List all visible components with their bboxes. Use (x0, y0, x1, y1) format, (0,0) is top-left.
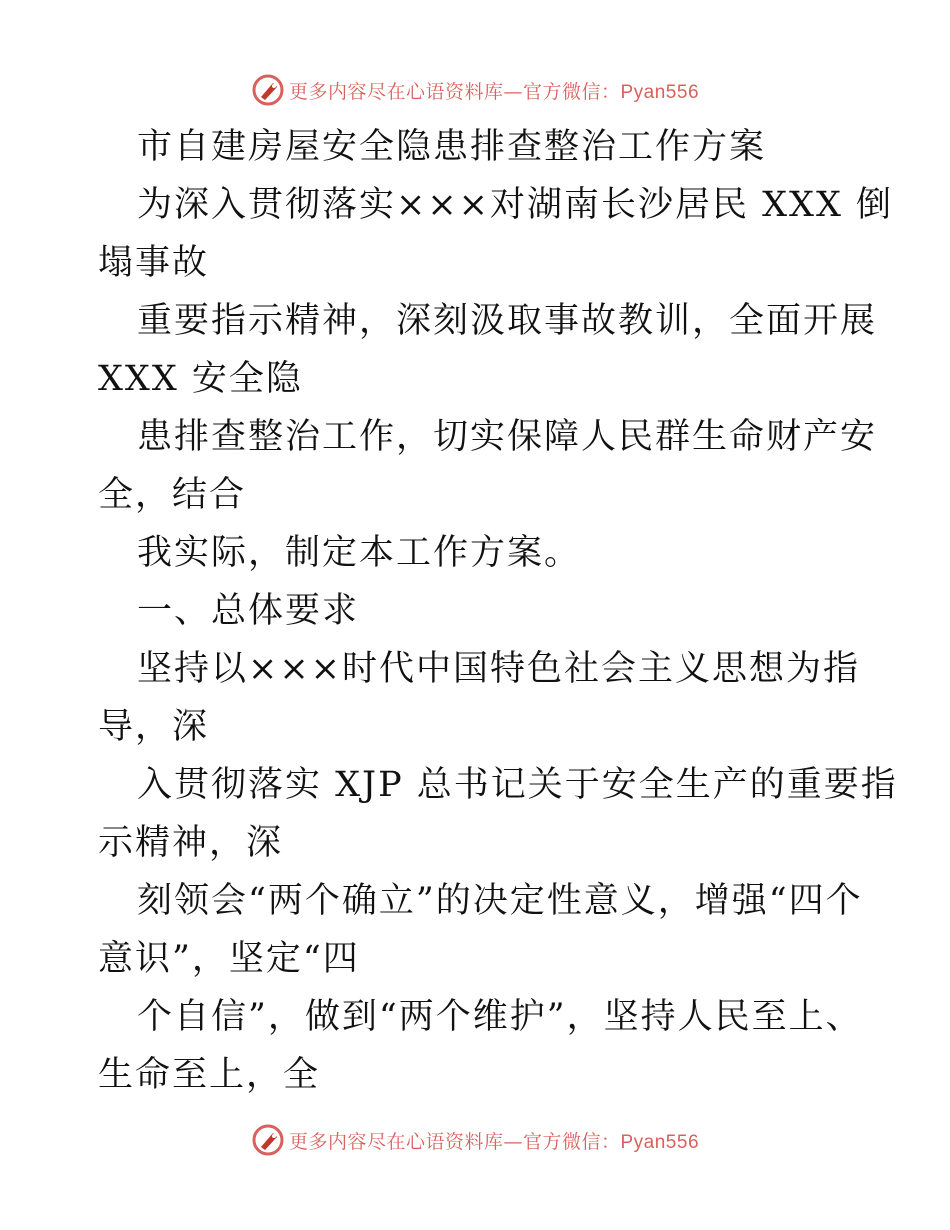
paragraph-line: XXX 安全隐 (98, 359, 303, 399)
paragraph-line: 重要指示精神，深刻汲取事故教训，全面开展 (137, 301, 878, 341)
paragraph-line: 我实际，制定本工作方案。 (137, 533, 582, 573)
paragraph-line: 坚持以×××时代中国特色社会主义思想为指 (137, 649, 860, 689)
paragraph-line: 入贯彻落实 XJP 总书记关于安全生产的重要指 (137, 765, 898, 805)
paragraph-line: 为深入贯彻落实×××对湖南长沙居民 XXX 倒 (137, 185, 893, 225)
pen-nib-logo-icon (251, 1123, 285, 1157)
header-banner (0, 70, 950, 110)
paragraph-line: 患排查整治工作，切实保障人民群生命财产安 (137, 417, 878, 457)
banner-text: 更多内容尽在心语资料库—官方微信：Pyan556 (288, 80, 700, 103)
paragraph-line: 生命至上，全 (98, 1055, 321, 1095)
paragraph-line: 示精神，深 (98, 823, 284, 863)
pen-nib-logo-icon (251, 73, 285, 107)
wechat-handle: Pyan556 (620, 1131, 700, 1153)
paragraph-line: 导，深 (98, 707, 210, 747)
paragraph-line: 个自信”，做到“两个维护”，坚持人民至上、 (137, 997, 863, 1037)
footer-banner (0, 1120, 950, 1160)
document-title: 市自建房屋安全隐患排查整治工作方案 (137, 127, 767, 167)
banner-text: 更多内容尽在心语资料库—官方微信：Pyan556 (288, 1130, 700, 1153)
paragraph-line: 意识”，坚定“四 (98, 939, 360, 979)
paragraph-line: 塌事故 (98, 243, 210, 283)
paragraph-line: 全，结合 (98, 475, 247, 515)
paragraph-line: 刻领会“两个确立”的决定性意义，增强“四个 (137, 881, 863, 921)
wechat-handle: Pyan556 (620, 81, 700, 103)
section-heading: 一、总体要求 (137, 591, 360, 631)
